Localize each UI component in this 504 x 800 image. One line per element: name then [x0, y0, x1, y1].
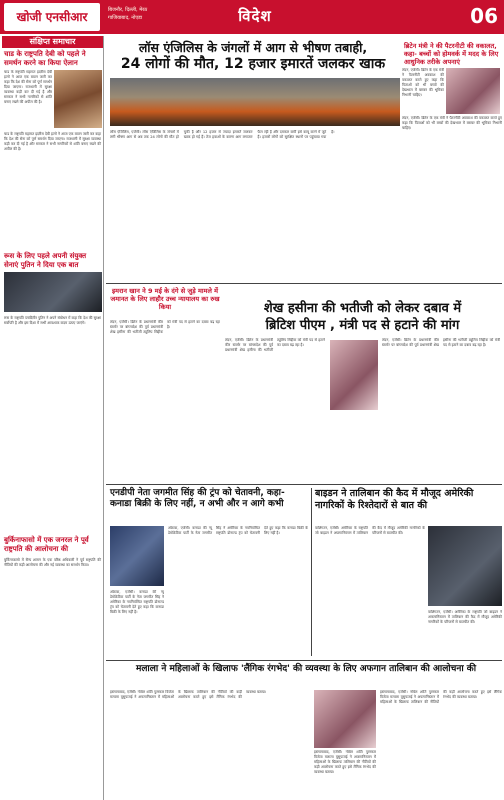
jagmeet-body-text-left: ओटावा, एजेंसी। कनाडा की न्यू डेमोक्रेटिक पार्टी के नेता जगमीत सिंह ने अमेरिका के नवनिर्वाचित राष्ट्रपति डोनाल्ड ट्रंप को चेतावनी देते हुए कहा कि कनाडा बिक्री के लिए नहीं है। — [110, 590, 164, 614]
malala-body-c — [380, 690, 502, 796]
malala-body-text-b: इस्लामाबाद, एजेंसी। नोबेल शांति पुरस्कार विजेता मलाला यूसुफजई ने अफगानिस्तान में महिलाओं के खिलाफ तालिबान की नीतियों की कड़ी आलोचना करते हुए इसे लैंगिक रंगभेद की व्यवस्था बताया। — [314, 750, 376, 774]
jagmeet-body-left — [110, 590, 164, 656]
lead-body — [110, 130, 400, 280]
malala-photo — [314, 690, 376, 748]
page-number: 06 — [470, 4, 498, 28]
divider-2 — [106, 484, 502, 485]
mid-body-b — [382, 338, 500, 480]
divider — [106, 283, 502, 284]
malala-body-text-c: इस्लामाबाद, एजेंसी। नोबेल शांति पुरस्कार विजेता मलाला यूसुफजई ने अफगानिस्तान में महिलाओं के खिलाफ तालिबान की नीतियों की कड़ी आलोचना करते हुए इसे लैंगिक रंगभेद की व्यवस्था बताया। — [380, 690, 502, 704]
imran-body-text: लंदन, एजेंसी। ब्रिटेन के प्रधानमंत्री कीर स्टार्मर पर बांग्लादेश की पूर्व प्रधानमंत्री शेख हसीना की भतीजी ट्यूलिप सिद्दीक को मंत्री पद से हटाने का दबाव बढ़ रहा है। — [110, 320, 220, 334]
lead-headline-line2: 24 लोगों की मौत, 12 हजार इमारतें जलकर खाक — [120, 56, 386, 72]
brief-title-3: बुर्किनाफासो में एक जनरल ने पूर्व राष्ट्रपति की आलोचना की — [4, 536, 89, 553]
tulip-photo — [330, 340, 378, 410]
right-story-body-b: लंदन, एजेंसी। ब्रिटेन के एक मंत्री ने पैटरनीटी अवकाश की वकालत करते हुए कहा कि पिताओं को भी बच्चों की देखभाल में बराबर की भूमिका निभानी चाहिए। — [402, 116, 502, 130]
jagmeet-photo — [110, 526, 164, 586]
brief-title-2: रूस के लिए पहले अपनी संयुक्त सेनाएं पुतिन ने दिया एक बात — [4, 252, 87, 269]
mid-headline-line1: शेख हसीना की भतीजी को लेकर दबाव में — [263, 301, 462, 316]
lead-body-text: लॉस एंजिलिस, एजेंसी। लॉस एंजिलिस के जंगलों में लगी भीषण आग से अब तक 24 लोगों की मौत हो चुकी है और 12 हजार से ज्यादा इमारतें जलकर खाक हो गई हैं। तेज हवाओं के कारण आग लगातार फैल रही है और दमकल कर्मी इसे काबू करने में जुटे हैं। हजारों लोगों को सुरक्षित स्थानों पर पहुंचाया गया है। — [110, 130, 335, 139]
biden-body-text: वाशिंगटन, एजेंसी। अमेरिका के राष्ट्रपति जो बाइडन ने अफगानिस्तान में तालिबान की कैद में मौजूद अमेरिकी नागरिकों के परिजनों से बातचीत की। — [315, 526, 425, 535]
divider-4 — [106, 660, 502, 661]
malala-body-a — [110, 690, 310, 796]
sidebar-header: संक्षिप्त समाचार — [2, 36, 103, 48]
mid-headline — [225, 300, 500, 334]
jagmeet-body-text: ओटावा, एजेंसी। कनाडा की न्यू डेमोक्रेटिक पार्टी के नेता जगमीत सिंह ने अमेरिका के नवनिर्वाचित राष्ट्रपति डोनाल्ड ट्रंप को चेतावनी देते हुए कहा कि कनाडा बिक्री के लिए नहीं है। — [168, 526, 308, 535]
malala-body-b — [314, 750, 376, 796]
brand-logo: खोजी एनसीआर — [4, 3, 100, 31]
brief-title-1: चाड के राष्ट्रपति देबी को पहले ने समर्थन करने का किया ऐलान — [4, 50, 86, 67]
biden-photo — [428, 526, 502, 606]
mid-body-text-b: लंदन, एजेंसी। ब्रिटेन के प्रधानमंत्री कीर स्टार्मर पर बांग्लादेश की पूर्व प्रधानमंत्री शेख हसीना की भतीजी ट्यूलिप सिद्दीक को मंत्री पद से हटाने का दबाव बढ़ रहा है। — [382, 338, 500, 347]
brief-body-1: चाड के राष्ट्रपति महामत इदरीस देबी इत्नो ने आज एक बयान जारी कर कहा कि देश की सेना को पूर्ण समर्थन दिया जाएगा। राजधानी में सुरक्षा व्यवस्था कड़ी कर दी गई है और सरकार ने सभी नागरिकों से शांति बनाए रखने की अपील की है। — [4, 70, 52, 104]
sidebar-briefs — [2, 36, 104, 800]
mid-body-a — [225, 338, 325, 480]
meta-line1: बिजनौर, दिल्ली, मेरठ — [108, 7, 148, 13]
mid-body-text-a: लंदन, एजेंसी। ब्रिटेन के प्रधानमंत्री कीर स्टार्मर पर बांग्लादेश की पूर्व प्रधानमंत्री शेख हसीना की भतीजी ट्यूलिप सिद्दीक को मंत्री पद से हटाने का दबाव बढ़ रहा है। — [225, 338, 325, 352]
lead-headline-line1: लॉस एंजिलिस के जंगलों में आग से भीषण तबाही, — [138, 40, 368, 55]
section-title: विदेश — [238, 7, 272, 25]
lead-headline — [108, 40, 398, 72]
malala-body-text-a: इस्लामाबाद, एजेंसी। नोबेल शांति पुरस्कार विजेता मलाला यूसुफजई ने अफगानिस्तान में महिलाओं के खिलाफ तालिबान की नीतियों की कड़ी आलोचना करते हुए इसे लैंगिक रंगभेद की व्यवस्था बताया। — [110, 690, 267, 699]
right-story-title: ब्रिटेन मंत्री ने की पैटरनीटी की वकालत, कहा- बच्चों को होमवर्क में मदद के लिए आधुनिक तरीके अपनाएं — [404, 42, 499, 66]
imran-body — [110, 320, 220, 480]
jagmeet-headline: एनडीपी नेता जगमीत सिंह की ट्रंप को चेतावनी, कहा- कनाडा बिक्री के लिए नहीं, न अभी और न आगे कभी — [110, 488, 285, 509]
biden-body-text-right: वाशिंगटन, एजेंसी। अमेरिका के राष्ट्रपति जो बाइडन ने अफगानिस्तान में तालिबान की कैद में मौजूद अमेरिकी नागरिकों के परिजनों से बातचीत की। — [428, 610, 502, 624]
right-story-photo — [446, 68, 500, 114]
brief-body-1-cont: चाड के राष्ट्रपति महामत इदरीस देबी इत्नो ने आज एक बयान जारी कर कहा कि देश की सेना को पूर्ण समर्थन दिया जाएगा। राजधानी में सुरक्षा व्यवस्था कड़ी कर दी गई है और सरकार ने सभी नागरिकों से शांति बनाए रखने की अपील की है। — [4, 132, 101, 151]
right-column-story — [402, 40, 502, 280]
masthead — [0, 0, 504, 34]
meta-line2: गाजियाबाद, नोएडा — [108, 15, 143, 21]
brief-photo-1 — [54, 70, 102, 128]
mid-headline-line2: ब्रिटिश पीएम , मंत्री पद से हटाने की मांग — [265, 318, 460, 333]
imran-kicker: इमरान खान ने 9 मई के दंगे से जुड़े मामले में जमानत के लिए लाहौर उच्च न्यायालय का रुख किया — [110, 287, 220, 311]
biden-body — [315, 526, 425, 656]
divider-3 — [311, 488, 312, 656]
malala-headline: मलाला ने महिलाओं के खिलाफ 'लैंगिक रंगभेद' की व्यवस्था के लिए अफगान तालिबान की आलोचना की — [135, 664, 477, 674]
brief-body-3: बुर्किनाफासो में सैन्य शासन के एक वरिष्ठ अधिकारी ने पूर्व राष्ट्रपति की नीतियों की कड़ी आलोचना की और नई व्यवस्था का समर्थन किया। — [4, 558, 101, 567]
jagmeet-body — [168, 526, 308, 656]
biden-body-right — [428, 610, 502, 656]
biden-headline: बाइडन ने तालिबान की कैद में मौजूद अमेरिकी नागरिकों के रिश्तेदारों से बात की — [315, 488, 474, 511]
right-story-body-a: लंदन, एजेंसी। ब्रिटेन के एक मंत्री ने पैटरनीटी अवकाश की वकालत करते हुए कहा कि पिताओं को भी बच्चों की देखभाल में बराबर की भूमिका निभानी चाहिए। — [402, 68, 444, 97]
brief-body-2: रूस के राष्ट्रपति व्लादिमीर पुतिन ने अपने संबोधन में कहा कि देश की सुरक्षा सर्वोपरि है और इस दिशा में सभी आवश्यक कदम उठाए जाएंगे। — [4, 316, 101, 325]
brief-photo-2 — [4, 272, 102, 312]
lead-photo-wildfire — [110, 78, 400, 126]
